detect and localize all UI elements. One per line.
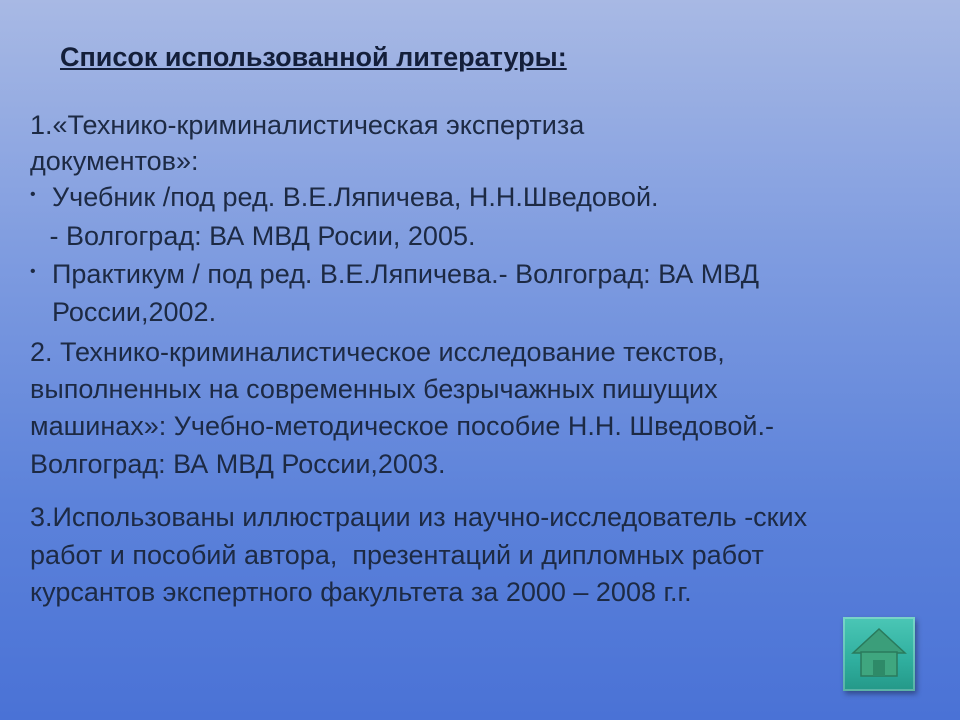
home-button[interactable]: [843, 617, 915, 691]
reference-1-textbook-publisher: - Волгоград: ВА МВД Росии, 2005.: [42, 221, 476, 251]
reference-2-line-1: 2. Технико-криминалистическое исследование текстов,: [30, 337, 725, 367]
reference-2-line-3: машинах»: Учебно-методическое пособие Н.Н. Шведовой.-: [30, 411, 774, 441]
reference-1-line-1: 1.«Технико-криминалистическая экспертиза: [30, 110, 585, 140]
reference-2-line-4: Волгоград: ВА МВД России,2003.: [30, 449, 446, 479]
reference-1-practicum: Практикум / под ред. В.Е.Ляпичева.- Волгоград: ВА МВД: [52, 259, 759, 289]
reference-3-line-3: курсантов экспертного факультета за 2000 – 2008 г.г.: [30, 577, 692, 607]
bullet-icon: •: [30, 186, 36, 203]
bullet-icon: •: [30, 263, 36, 280]
reference-1-textbook: Учебник /под ред. В.Е.Ляпичева, Н.Н.Шведовой.: [52, 182, 659, 212]
reference-2-line-2: выполненных на современных безрычажных пишущих: [30, 374, 718, 404]
reference-3-line-1: 3.Использованы иллюстрации из научно-исследователь -ских: [30, 502, 808, 532]
slide-title: Список использованной литературы:: [60, 42, 567, 72]
reference-1-practicum-cont: России,2002.: [52, 297, 217, 327]
reference-3-line-2: работ и пособий автора, презентаций и дипломных работ: [30, 540, 764, 570]
reference-1-line-2: документов»:: [30, 146, 199, 176]
home-icon: [849, 623, 909, 685]
